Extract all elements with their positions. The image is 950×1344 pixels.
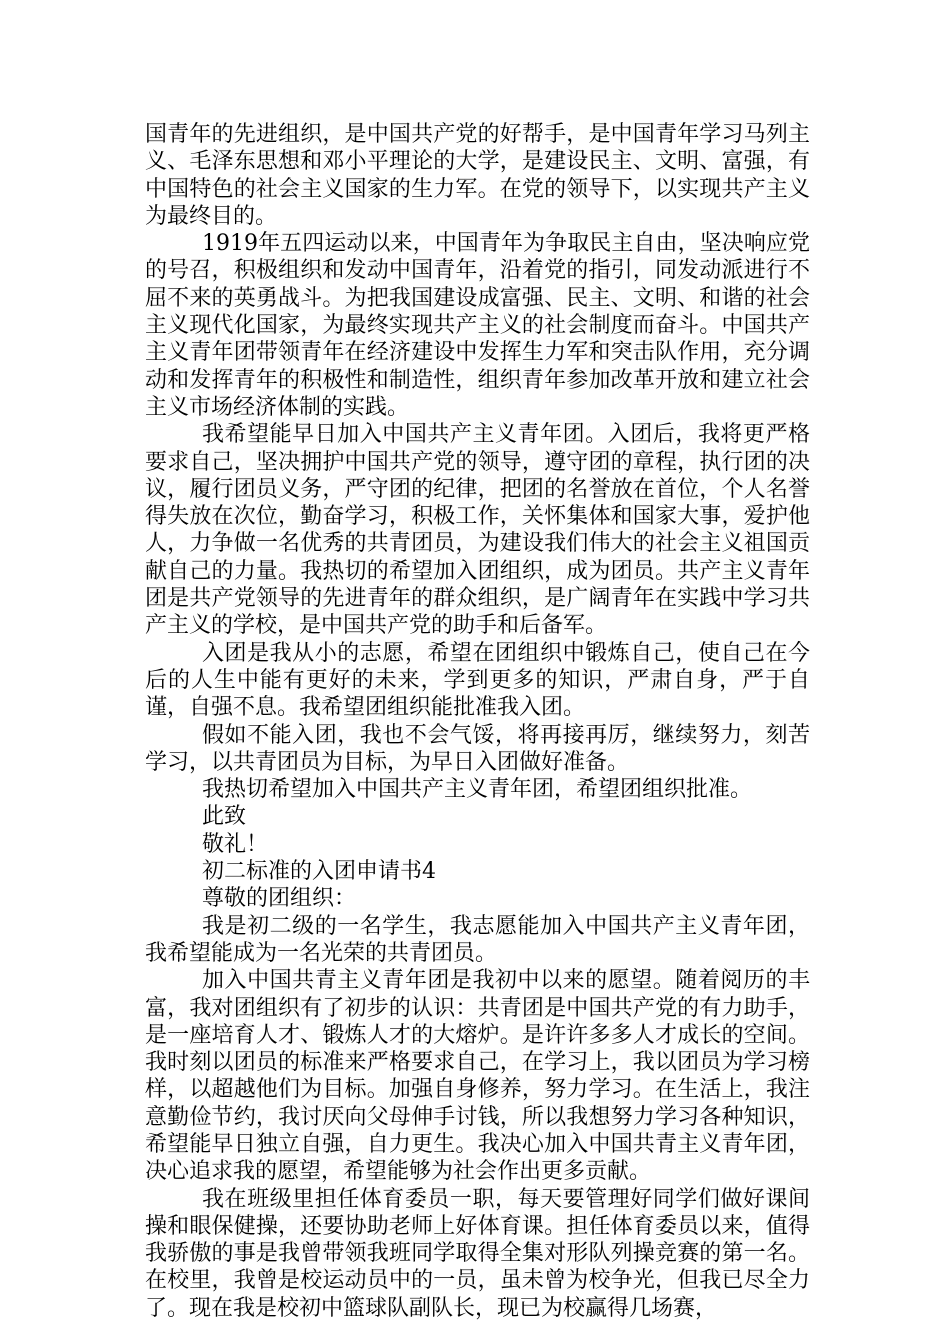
paragraph-sports-committee: 我在班级里担任体育委员一职，每天要管理好同学们做好课间操和眼保健操，还要协助老师上好体育课。担任体育委员以来，值得我骄傲的事是我曾带领我班同学取得全集对形队列操竞赛的第一名。在校里，我曾是校运动员中的一员，虽未曾为校争光，但我已尽全力了。现在我是校初中篮球队副队长，现已为校赢得几场赛，: [145, 1186, 810, 1321]
letter-greeting: 尊敬的团组织：: [202, 886, 357, 912]
paragraph-may-fourth: 1919年五四运动以来，中国青年为争取民主自由，坚决响应党的号召，积极组织和发动中国青年，沿着党的指引，同发动派进行不屈不来的英勇战斗。为把我国建设成富强、民主、文明、和谐的社会主义现代化国家，为最终实现共产主义的社会制度而奋斗。中国共产主义青年团带领青年在经济建设中发挥生力军和突击队作用，充分调动和发挥青年的积极性和制造性，组织青年参加改革开放和建立社会主义市场经济体制的实践。: [145, 231, 810, 420]
closing-respect: 敬礼！: [202, 831, 269, 857]
paragraph-if-not-accepted: 假如不能入团，我也不会气馁，将再接再厉，继续努力，刻苦学习，以共青团员为目标，为早日入团做好准备。: [145, 722, 810, 775]
paragraph-aspiration: 加入中国共青主义青年团是我初中以来的愿望。随着阅历的丰富，我对团组织有了初步的认识：共青团是中国共产党的有力助手，是一座培育人才、锻炼人才的大熔炉。是许许多多人才成长的空间。我时刻以团员的标准来严格要求自己，在学习上，我以团员为学习榜样，以超越他们为目标。加强自身修养，努力学习。在生活上，我注意勤俭节约，我讨厌向父母伸手讨钱，所以我想努力学习各种知识，希望能早日独立自强，自力更生。我决心加入中国共青主义青年团，决心追求我的愿望，希望能够为社会作出更多贡献。: [145, 968, 810, 1185]
closing-salutation: 此致: [202, 804, 247, 830]
document-page: [145, 121, 810, 1322]
paragraph-party-intro: 国青年的先进组织，是中国共产党的好帮手，是中国青年学习马列主义、毛泽东思想和邓小平理论的大学，是建设民主、文明、富强，有中国特色的社会主义国家的生力军。在党的领导下，以实现共产主义为最终目的。: [145, 122, 810, 229]
paragraph-hope-join: 我希望能早日加入中国共产主义青年团。入团后，我将更严格要求自己，坚决拥护中国共产党的领导，遵守团的章程，执行团的决议，履行团员义务，严守团的纪律，把团的名誉放在首位，个人名誉得失放在次位，勤奋学习，积极工作，关怀集体和国家大事，爱护他人，力争做一名优秀的共青团员，为建设我们伟大的社会主义祖国贡献自己的力量。我热切的希望加入团组织，成为团员。共产主义青年团是共产党领导的先进青年的群众组织，是广阔青年在实践中学习共产主义的学校，是中国共产党的助手和后备军。: [145, 422, 810, 639]
section-heading: 初二标准的入团申请书4: [202, 859, 436, 885]
paragraph-self-intro: 我是初二级的一名学生，我志愿能加入中国共产主义青年团，我希望能成为一名光荣的共青团员。: [145, 913, 810, 966]
paragraph-request-approval: 我热切希望加入中国共产主义青年团，希望团组织批准。: [202, 777, 753, 803]
paragraph-childhood-wish: 入团是我从小的志愿，希望在团组织中锻炼自己，使自己在今后的人生中能有更好的未来，学到更多的知识，严肃自身，严于自谨，自强不息。我希望团组织能批准我入团。: [145, 640, 810, 721]
